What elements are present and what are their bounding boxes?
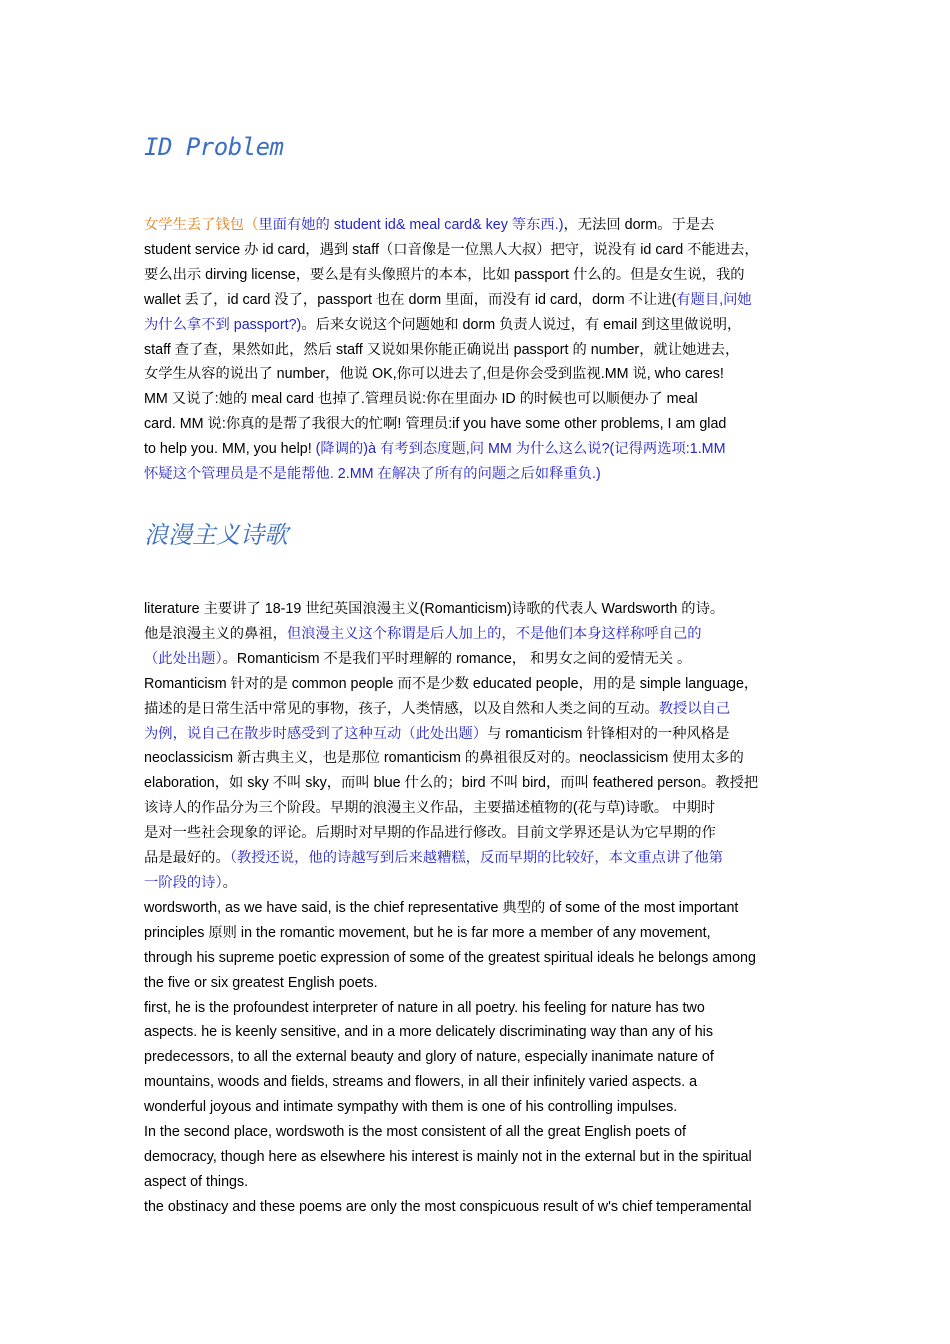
body-text: elaboration，如 sky 不叫 sky，而叫 blue 什么的；bird 不叫 bird，而叫 feathered person。教授把 xyxy=(144,775,759,792)
body-text: first, he is the profoundest interpreter of nature in all poetry. his feeling for nature has two xyxy=(144,999,705,1016)
body-text: Romanticism 针对的是 common people 而不是少数 educated people，用的是 simple language， xyxy=(144,675,759,692)
text-line xyxy=(144,1145,814,1170)
text-line xyxy=(144,996,814,1021)
text-line xyxy=(144,896,814,921)
body-text: principles 原则 in the romantic movement, but he is far more a member of any movement, xyxy=(144,924,711,941)
body-text: 女学生从容的说出了 number，他说 OK,你可以进去了,但是你会受到监视.MM 说, who cares! xyxy=(144,366,724,383)
body-text: 是对一些社会现象的评论。后期时对早期的作品进行修改。目前文学界还是认为它早期的作 xyxy=(144,825,716,842)
text-line xyxy=(144,1120,814,1145)
body-text: wordsworth, as we have said, is the chief representative 典型的 of some of the most important xyxy=(144,899,739,916)
text-line xyxy=(144,462,814,487)
text-line xyxy=(144,821,814,846)
text-line xyxy=(144,697,814,722)
text-line xyxy=(144,213,814,238)
text-line xyxy=(144,338,814,363)
body-text: literature 主要讲了 18-19 世纪英国浪漫主义(Romanticism)诗歌的代表人 Wardsworth 的诗。 xyxy=(144,601,725,617)
highlighted-text: 里面有她的 student id& meal card& key 等东西.) xyxy=(258,217,564,233)
body-text: ，无法回 dorm。于是去 xyxy=(563,217,715,233)
body-text: mountains, woods and fields, streams and flowers, in all their infinitely varied aspects. a xyxy=(144,1074,698,1091)
body-text: 要么出示 dirving license，要么是有头像照片的本本，比如 passport 什么的。但是女生说，我的 xyxy=(144,266,745,283)
text-line xyxy=(144,746,814,771)
body-text: student service 办 id card，遇到 staff（口音像是一位黑人大叔）把守，说没有 id card 不能进去， xyxy=(144,241,759,258)
body-text: the obstinacy and these poems are only the most conspicuous result of w's chief temperamental xyxy=(144,1198,752,1215)
text-line xyxy=(144,622,814,647)
body-text: In the second place, wordswoth is the most consistent of all the great English poets of xyxy=(144,1124,686,1141)
paragraph-romantic-poetry xyxy=(144,597,814,1220)
body-text: wonderful joyous and intimate sympathy with them is one of his controlling impulses. xyxy=(144,1099,678,1116)
body-text: predecessors, to all the external beauty and glory of nature, especially inanimate nature of xyxy=(144,1049,714,1066)
text-line xyxy=(144,672,814,697)
text-line xyxy=(144,796,814,821)
section-heading-romantic-poetry: 浪漫主义诗歌 xyxy=(144,521,288,549)
highlighted-text: 怀疑这个管理员是不是能帮他. 2.MM 在解决了所有的问题之后如释重负.) xyxy=(144,466,601,483)
body-text: 品是最好的。 xyxy=(144,850,230,867)
body-text: neoclassicism 新古典主义，也是那位 romanticism 的鼻祖很反对的。neoclassicism 使用太多的 xyxy=(144,750,744,767)
text-line xyxy=(144,597,814,622)
text-line xyxy=(144,362,814,387)
text-line xyxy=(144,647,814,672)
highlighted-text: 为例，说自己在散步时感受到了这种互动（此处出题） xyxy=(144,725,488,742)
body-text: 。后来女说这个问题她和 dorm 负责人说过，有 email 到这里做说明， xyxy=(301,316,742,333)
body-text: 描述的是日常生活中常见的事物，孩子，人类情感，以及自然和人类之间的互动。 xyxy=(144,700,659,717)
body-text: democracy, though here as elsewhere his interest is mainly not in the external but in the spiritual xyxy=(144,1148,752,1165)
text-line xyxy=(144,871,814,896)
highlighted-text: 有题目,问她 xyxy=(676,291,752,308)
text-line xyxy=(144,921,814,946)
text-line xyxy=(144,288,814,313)
text-line xyxy=(144,971,814,996)
text-line xyxy=(144,263,814,288)
highlighted-text: (降调的)à 有考到态度题,问 MM 为什么这么说?(记得两选项:1.MM xyxy=(315,441,726,458)
text-line xyxy=(144,1195,814,1220)
body-text: MM 又说了:她的 meal card 也掉了.管理员说:你在里面办 ID 的时候也可以顺便办了 meal xyxy=(144,391,698,408)
body-text: through his supreme poetic expression of some of the greatest spiritual ideals he belongs among xyxy=(144,949,756,966)
text-line xyxy=(144,1070,814,1095)
body-text: wallet 丢了，id card 没了，passport 也在 dorm 里面，而没有 id card，dorm 不让进( xyxy=(144,291,677,308)
highlighted-text: 为什么拿不到 passport?) xyxy=(144,316,302,333)
body-text: staff 查了查，果然如此，然后 staff 又说如果你能正确说出 passport 的 number，就让她进去， xyxy=(144,341,740,358)
text-line xyxy=(144,722,814,747)
highlighted-text: （此处出题） xyxy=(144,650,223,667)
body-text: 。 xyxy=(222,874,237,891)
body-text: 与 romanticism 针锋相对的一种风格是 xyxy=(487,725,730,742)
text-line xyxy=(144,771,814,796)
body-text: 。Romanticism 不是我们平时理解的 romance， 和男女之间的爱情无关 。 xyxy=(222,650,692,667)
text-line xyxy=(144,412,814,437)
text-line xyxy=(144,387,814,412)
text-line xyxy=(144,437,814,462)
body-text: the five or six greatest English poets. xyxy=(144,974,378,991)
body-text: to help you. MM, you help! xyxy=(144,441,316,458)
body-text: 该诗人的作品分为三个阶段。早期的浪漫主义作品，主要描述植物的(花与草)诗歌。 中期时 xyxy=(144,800,716,817)
body-text: aspect of things. xyxy=(144,1173,249,1190)
text-line xyxy=(144,1045,814,1070)
body-text: 他是浪漫主义的鼻祖， xyxy=(144,625,287,642)
body-text: card. MM 说:你真的是帮了我很大的忙啊! 管理员:if you have some other problems, I am glad xyxy=(144,416,727,433)
highlighted-text: 女学生丢了钱包（ xyxy=(144,217,259,233)
body-text: aspects. he is keenly sensitive, and in a more delicately discriminating way than any of his xyxy=(144,1024,713,1041)
text-line xyxy=(144,1020,814,1045)
text-line xyxy=(144,846,814,871)
highlighted-text: 一阶段的诗） xyxy=(144,874,223,891)
text-line xyxy=(144,238,814,263)
text-line xyxy=(144,1170,814,1195)
section-heading-id-problem: ID Problem xyxy=(144,133,284,161)
text-line xyxy=(144,313,814,338)
text-line xyxy=(144,1095,814,1120)
paragraph-id-problem xyxy=(144,213,814,487)
highlighted-text: 教授以自己 xyxy=(658,700,731,717)
text-line xyxy=(144,946,814,971)
highlighted-text: （教授还说，他的诗越写到后来越糟糕，反而早期的比较好，本文重点讲了他第 xyxy=(229,850,724,867)
highlighted-text: 但浪漫主义这个称谓是后人加上的，不是他们本身这样称呼自己的 xyxy=(286,625,702,642)
